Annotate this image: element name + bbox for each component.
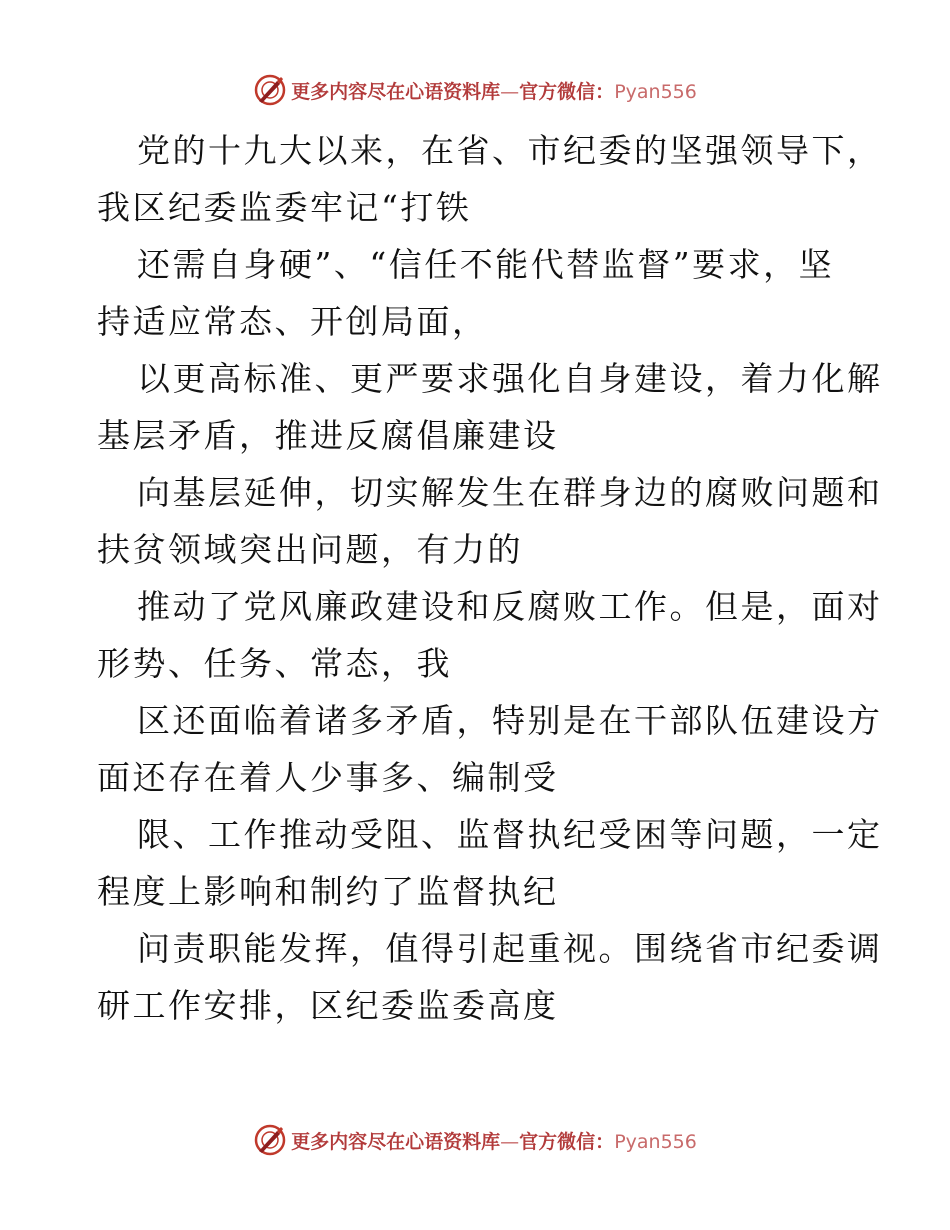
- banner-main-text: 更多内容尽在心语资料库: [291, 1130, 501, 1153]
- paragraph-line-rest: 扶贫领域突出问题，有力的: [97, 530, 523, 569]
- paragraph-line-first: 限、工作推动受阻、监督执纪受困等问题，一定: [137, 815, 883, 854]
- paragraph-4: [97, 464, 883, 578]
- paragraph-3: [97, 350, 883, 464]
- paragraph-7: [97, 806, 883, 920]
- banner-main-text: 更多内容尽在心语资料库: [291, 80, 501, 103]
- banner-contact-label: 官方微信：: [519, 80, 615, 103]
- paragraph-line-first: 以更高标准、更严要求强化自身建设，着力化解: [137, 359, 883, 398]
- header-banner: [0, 70, 950, 110]
- banner-dash: —: [500, 1130, 520, 1153]
- banner-contact-label: 官方微信：: [519, 1130, 615, 1153]
- paragraph-line-first: 向基层延伸，切实解发生在群身边的腐败问题和: [137, 473, 883, 512]
- paragraph-line-rest: 基层矛盾，推进反腐倡廉建设: [97, 416, 559, 455]
- footer-banner: [0, 1120, 950, 1160]
- banner-wechat-id: Pyan556: [614, 1130, 697, 1153]
- banner-text: [291, 1127, 697, 1154]
- pen-circle-logo-icon: [253, 73, 287, 107]
- paragraph-line-rest: 程度上影响和制约了监督执纪: [97, 872, 559, 911]
- paragraph-1: [97, 122, 883, 236]
- paragraph-line-first: 党的十九大以来，在省、市纪委的坚强领导下，: [137, 131, 883, 170]
- paragraph-5: [97, 578, 883, 692]
- document-body: [97, 122, 883, 1034]
- paragraph-line-first: 还需自身硬”、“信任不能代替监督”要求，坚: [137, 245, 835, 284]
- banner-wechat-id: Pyan556: [614, 80, 697, 103]
- paragraph-line-rest: 面还存在着人少事多、编制受: [97, 758, 559, 797]
- paragraph-line-first: 问责职能发挥，值得引起重视。围绕省市纪委调: [137, 929, 883, 968]
- paragraph-line-rest: 我区纪委监委牢记“打铁: [97, 188, 472, 227]
- banner-dash: —: [500, 80, 520, 103]
- paragraph-line-rest: 形势、任务、常态，我: [97, 644, 452, 683]
- paragraph-line-rest: 持适应常态、开创局面，: [97, 302, 488, 341]
- pen-circle-logo-icon: [253, 1123, 287, 1157]
- paragraph-line-first: 区还面临着诸多矛盾，特别是在干部队伍建设方: [137, 701, 883, 740]
- paragraph-8: [97, 920, 883, 1034]
- paragraph-2: [97, 236, 857, 350]
- paragraph-6: [97, 692, 883, 806]
- banner-text: [291, 77, 697, 104]
- paragraph-line-first: 推动了党风廉政建设和反腐败工作。但是，面对: [137, 587, 883, 626]
- paragraph-line-rest: 研工作安排，区纪委监委高度: [97, 986, 559, 1025]
